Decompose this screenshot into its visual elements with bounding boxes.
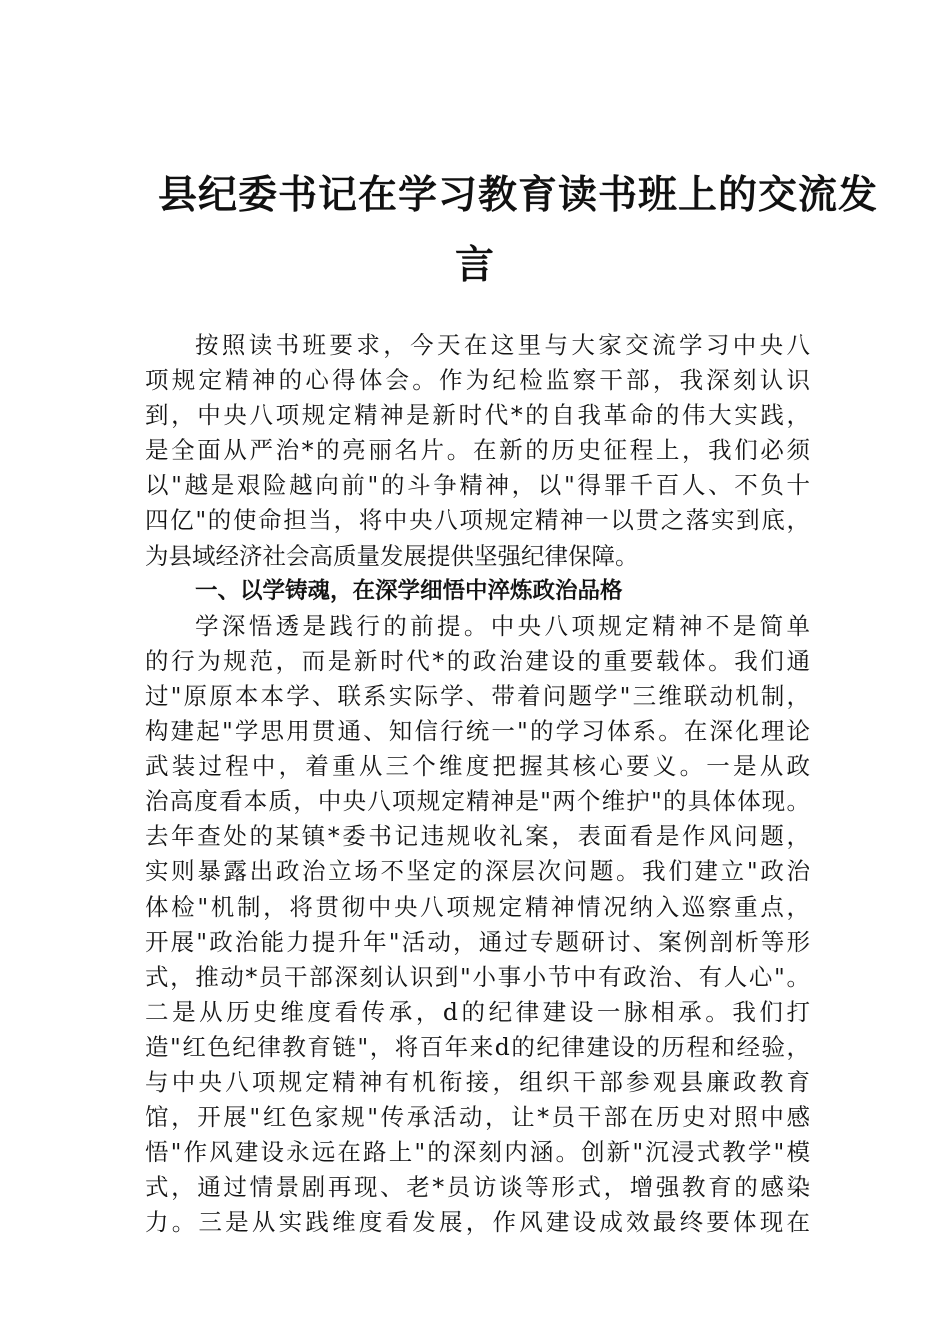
paragraph-section-1 xyxy=(145,609,810,1241)
text-line: 以"越是艰险越向前"的斗争精神，以"得罪千百人、不负十 xyxy=(145,471,810,500)
text-line: 造"红色纪律教育链"，将百年来d的纪律建设的历程和经验， xyxy=(145,1032,810,1061)
text-line: 的行为规范，而是新时代*的政治建设的重要载体。我们通 xyxy=(145,646,810,675)
title-line-2: 言 xyxy=(454,242,495,288)
text-line: 四亿"的使命担当，将中央八项规定精神一以贯之落实到底， xyxy=(145,506,810,535)
text-line: 过"原原本本学、联系实际学、带着问题学"三维联动机制， xyxy=(145,681,810,710)
text-line: 是全面从严治*的亮丽名片。在新的历史征程上，我们必须 xyxy=(145,436,810,465)
text-line: 馆，开展"红色家规"传承活动，让*员干部在历史对照中感 xyxy=(145,1103,810,1132)
text-line: 力。三是从实践维度看发展，作风建设成效最终要体现在 xyxy=(145,1208,810,1237)
text-line: 为县域经济社会高质量发展提供坚强纪律保障。 xyxy=(145,541,639,570)
text-line: 武装过程中，着重从三个维度把握其核心要义。一是从政 xyxy=(145,752,810,781)
text-line: 二是从历史维度看传承，d的纪律建设一脉相承。我们打 xyxy=(145,997,810,1026)
title-line-1: 县纪委书记在学习教育读书班上的交流发 xyxy=(158,172,879,218)
paragraph-intro xyxy=(145,328,810,574)
text-line: 治高度看本质，中央八项规定精神是"两个维护"的具体体现。 xyxy=(145,787,810,816)
document-body xyxy=(145,328,810,1240)
text-line: 开展"政治能力提升年"活动，通过专题研讨、案例剖析等形 xyxy=(145,927,810,956)
text-line: 实则暴露出政治立场不坚定的深层次问题。我们建立"政治 xyxy=(145,857,810,886)
text-line: 项规定精神的心得体会。作为纪检监察干部，我深刻认识 xyxy=(145,366,810,395)
text-line: 悟"作风建设永远在路上"的深刻内涵。创新"沉浸式教学"模 xyxy=(145,1138,810,1167)
document-title xyxy=(150,160,879,300)
text-line: 体检"机制，将贯彻中央八项规定精神情况纳入巡察重点， xyxy=(145,892,810,921)
text-line: 去年查处的某镇*委书记违规收礼案，表面看是作风问题， xyxy=(145,822,810,851)
text-line: 式，推动*员干部深刻认识到"小事小节中有政治、有人心"。 xyxy=(145,962,810,991)
text-line: 与中央八项规定精神有机衔接，组织干部参观县廉政教育 xyxy=(145,1067,810,1096)
section-heading: 一、以学铸魂，在深学细悟中淬炼政治品格 xyxy=(195,577,623,604)
text-line: 学深悟透是践行的前提。中央八项规定精神不是简单 xyxy=(195,611,810,640)
text-line: 式，通过情景剧再现、老*员访谈等形式，增强教育的感染 xyxy=(145,1173,810,1202)
text-line: 构建起"学思用贯通、知信行统一"的学习体系。在深化理论 xyxy=(145,717,810,746)
text-line: 按照读书班要求，今天在这里与大家交流学习中央八 xyxy=(195,331,810,359)
text-line: 到，中央八项规定精神是新时代*的自我革命的伟大实践， xyxy=(145,401,810,430)
